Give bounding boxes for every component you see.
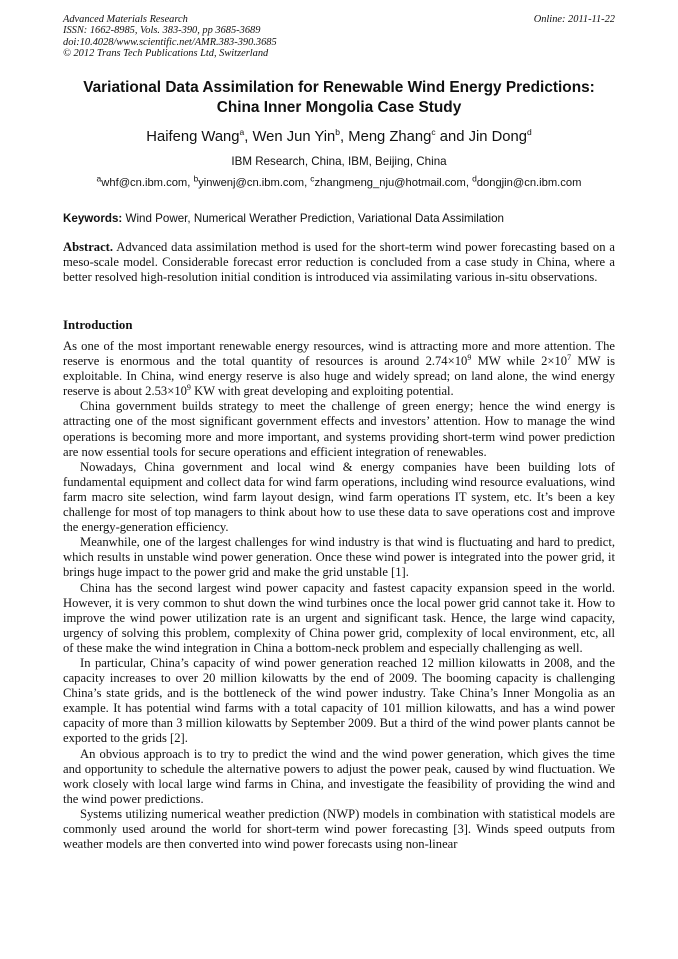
email-mark: b xyxy=(193,173,199,184)
text-run: As one of the most important renewable energy resources, wind is attracting more and more attention. The reserve is enormous and the total quantity of resources is around 2.74×10 xyxy=(63,339,615,369)
affiliation: IBM Research, China, IBM, Beijing, China xyxy=(231,155,447,168)
exponent: 9 xyxy=(186,383,191,393)
journal-header xyxy=(63,14,615,60)
section-heading-introduction: Introduction xyxy=(63,318,133,332)
email-mark: a xyxy=(96,173,102,184)
title-line-1: Variational Data Assimilation for Renewable Wind Energy Predictions: xyxy=(83,79,595,96)
author-name: Meng Zhang xyxy=(348,129,432,145)
paragraph: China has the second largest wind power capacity and fastest capacity expansion speed in the world. However, it is very common to shut down the wind turbines once the local power grid cannot take it. How to improve the wind power utilization rate is an urgent and significant task. Hence, the large wind capacity, urgency of solving this problem, complexity of China power grid, complexity of local environment, etc, all of these make the wind integration in China a bottom-neck problem and especially challenging as well. xyxy=(63,580,615,655)
copyright-line: © 2012 Trans Tech Publications Ltd, Switzerland xyxy=(63,48,269,60)
doi-line: doi:10.4028/www.scientific.net/AMR.383-390.3685 xyxy=(63,36,277,48)
text-run: MW while 2×10 xyxy=(471,354,568,369)
text-run: KW with great developing and exploiting potential. xyxy=(190,384,454,399)
paragraph: In particular, China’s capacity of wind power generation reached 12 million kilowatts in 2008, and the capacity increases to over 20 million kilowatts by the end of 2009. The booming capacity is challenging China’s state grids, and is the bottleneck of the wind power industry. Take China’s Inner Mongolia as an example. It has potential wind farms with a total capacity of 101 million kilowatts, and has a wind power capacity of more than 3 million kilowatts by September 2009. But a third of the wind power plants cannot be exported to the grids [2]. xyxy=(63,655,615,746)
text-run: MW is exploitable. In China, wind energy reserve is also huge and widely spread; on land alone, the wind energy reserve is about 2.53×10 xyxy=(63,354,616,399)
author-name: Wen Jun Yin xyxy=(252,129,336,145)
keywords xyxy=(63,211,615,226)
email-link[interactable]: zhangmeng_nju@hotmail.com, xyxy=(314,177,469,189)
author-affil-mark: d xyxy=(526,127,532,138)
author-name: Jin Dong xyxy=(468,129,527,145)
paper-title xyxy=(40,78,638,118)
author-affil-mark: b xyxy=(335,127,341,138)
paragraph xyxy=(63,339,615,399)
issn-line: ISSN: 1662-8985, Vols. 383-390, pp 3685-3689 xyxy=(63,25,261,37)
exponent: 7 xyxy=(567,352,572,362)
author-conjunction: and xyxy=(439,129,465,145)
email-link[interactable]: yinwenj@cn.ibm.com, xyxy=(198,177,308,189)
email-mark: d xyxy=(472,173,477,184)
journal-name: Advanced Materials Research xyxy=(63,14,188,25)
author-affil-mark: c xyxy=(431,127,436,138)
introduction-body xyxy=(63,339,615,852)
keywords-label: Keywords: xyxy=(63,212,123,225)
keywords-text: Wind Power, Numerical Werather Prediction, Variational Data Assimilation xyxy=(125,212,504,225)
author-affil-mark: a xyxy=(239,127,245,138)
abstract-text: Advanced data assimilation method is used for the short-term wind power forecasting based on a meso-scale model. Considerable forecast error reduction is concluded from a case study in China, where a better resolved high-resolution initial condition is introduced via assimilating various in-situ observations. xyxy=(63,240,615,285)
paragraph: China government builds strategy to meet the challenge of green energy; hence the wind energy is attracting one of the most significant government effects and investors’ attention. How to manage the wind operations is becoming more and more important, and systems providing short-term wind power prediction are now essential tools for secure operations and efficient integration of renewables. xyxy=(63,399,615,459)
online-date: Online: 2011-11-22 xyxy=(533,14,615,25)
exponent: 9 xyxy=(467,352,472,362)
title-line-2: China Inner Mongolia Case Study xyxy=(216,99,462,116)
paragraph: An obvious approach is to try to predict the wind and the wind power generation, which gives the time and opportunity to schedule the alternative powers to adjust the power peak, caused by wind fluctuation. We work closely with local large wind farms in China, and investigate the feasibility of providing the wind and the wind power predictions. xyxy=(63,746,615,806)
email-link[interactable]: dongjin@cn.ibm.com xyxy=(476,177,582,189)
author-list: Haifeng Wang$^a$, Wen Jun Yin$^b$, Meng Zhang$^c$ and Jin Dong$^d$ xyxy=(146,127,532,145)
paragraph: Nowadays, China government and local wind & energy companies have been building lots of fundamental equipment and collect data for wind farm operations, including wind resource evaluations, wind farm macro site selection, wind farm layout design, wind farm operations IT system, etc. It’s been a key challenge for most of top managers to think about how to use these data to save operations cost and improve the energy-generation efficiency. xyxy=(63,459,615,535)
paragraph: Systems utilizing numerical weather prediction (NWP) models in combination with statistical models are commonly used around the world for short-term wind power forecasting [3]. Winds speed outputs from weather models are then converted into wind power forecasts using non-linear xyxy=(63,806,615,852)
author-emails xyxy=(30,173,648,190)
abstract xyxy=(63,240,615,285)
email-mark: c xyxy=(310,173,315,184)
email-link[interactable]: whf@cn.ibm.com, xyxy=(101,177,191,189)
paragraph: Meanwhile, one of the largest challenges for wind industry is that wind is fluctuating and hard to predict, which results in unstable wind power generation. Once these wind power is integrated into the power grid, it brings huge impact to the power grid and make the grid unstable [1]. xyxy=(63,535,615,580)
abstract-label: Abstract. xyxy=(63,240,114,254)
author-name: Haifeng Wang xyxy=(146,129,240,145)
